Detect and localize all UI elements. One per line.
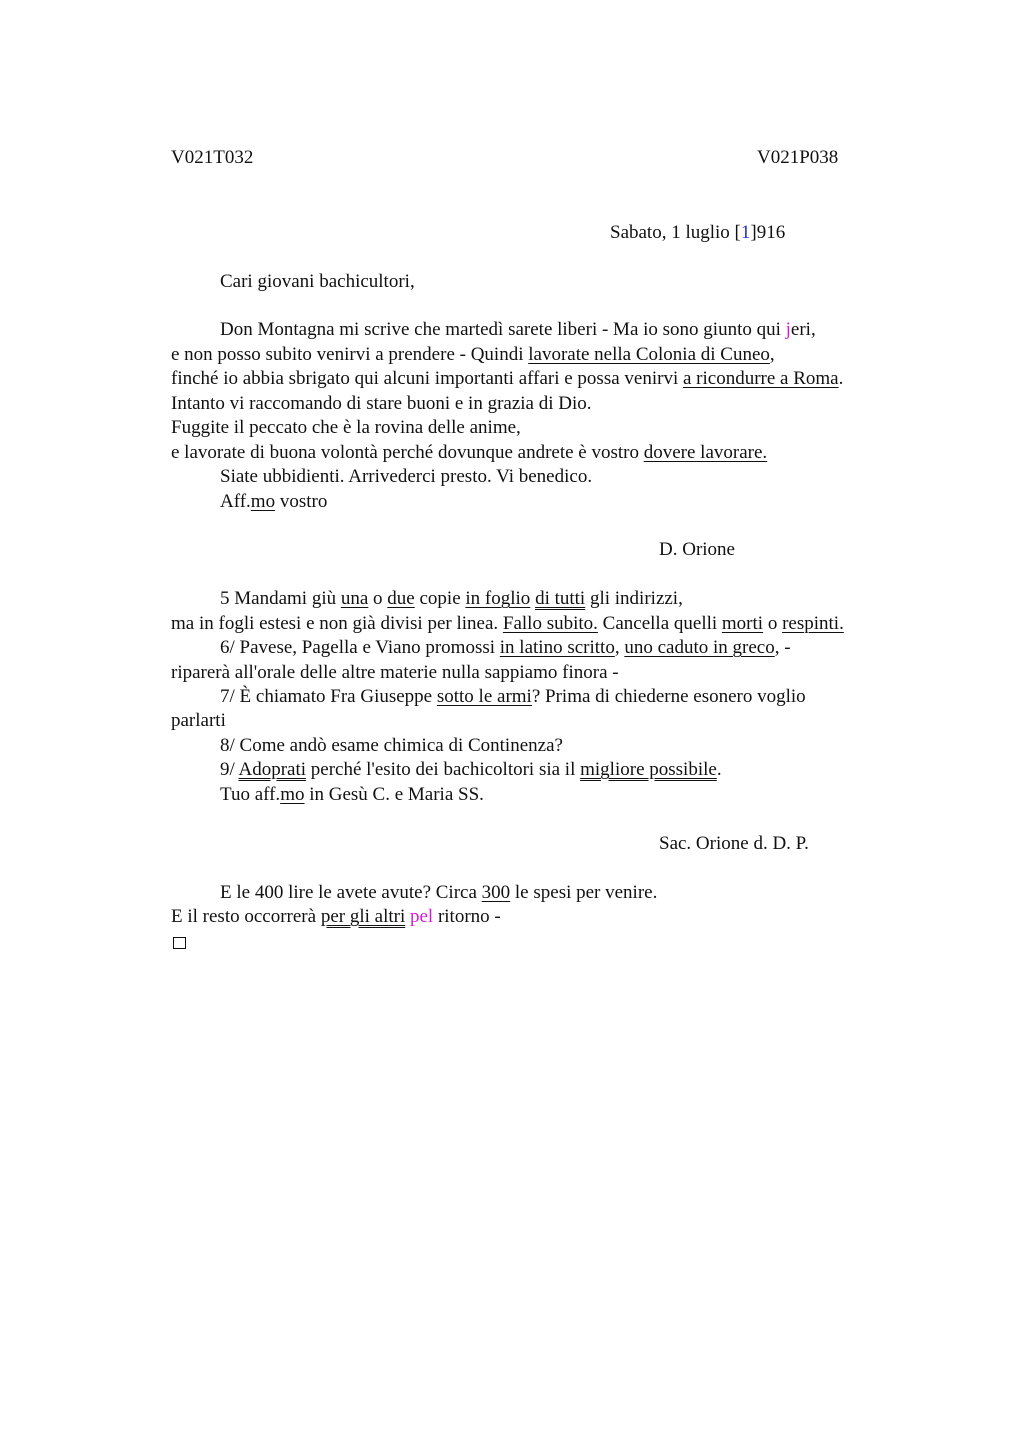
letter2-closing (220, 783, 484, 808)
letter1-line-8 (220, 490, 327, 515)
text-run: , (769, 344, 775, 365)
text-run: . (716, 759, 722, 780)
letter1-signature: D. Orione (659, 539, 735, 560)
text-run: gli indirizzi, (585, 588, 683, 609)
text-run: , - (774, 637, 791, 658)
text-run: copie (414, 588, 466, 609)
postscript-line-2 (171, 905, 501, 930)
document-code-right: V021P038 (757, 147, 839, 168)
letter2-item-7 (220, 685, 806, 710)
letter2-item-7-cont: parlarti (171, 710, 226, 731)
text-run: , (614, 637, 625, 658)
underlined-text: lavorate nella Colonia di Cuneo (528, 344, 770, 365)
text-run: Cancella quelli (597, 613, 722, 634)
box-icon (173, 937, 186, 949)
text-run: finché io abbia sbrigato qui alcuni importanti affari e possa venirvi (171, 368, 683, 389)
document-code-left: V021T032 (171, 147, 254, 168)
text-run: vostro (275, 491, 328, 512)
double-underlined-text: migliore possibile (580, 759, 717, 780)
letter1-line-1 (220, 318, 816, 343)
underlined-text: a ricondurre a Roma (682, 368, 839, 389)
letter2-item-9 (220, 758, 722, 783)
letter2-item-5 (220, 587, 683, 612)
underlined-text: respinti. (782, 613, 844, 634)
date-text-end: ]916 (750, 222, 786, 243)
underlined-text: 300 (481, 882, 511, 903)
text-run: o (763, 613, 783, 634)
salutation: Cari giovani bachicultori, (220, 271, 415, 292)
editorial-word: pel (409, 906, 434, 927)
letter1-line-6 (171, 441, 767, 466)
underlined-text: uno caduto in greco (624, 637, 775, 658)
letter2-item-5-cont (171, 612, 844, 637)
underlined-text: dovere lavorare. (643, 442, 768, 463)
text-run: perché l'esito dei bachicoltori sia il (306, 759, 581, 780)
underlined-text: mo (280, 784, 305, 805)
letter2-item-8: 8/ Come andò esame chimica di Continenza? (220, 735, 563, 756)
text-run: o (368, 588, 388, 609)
underlined-text: in foglio (465, 588, 531, 609)
text-run: E il resto occorrerà (171, 906, 321, 927)
underlined-text: mo (250, 491, 276, 512)
letter1-line-4: Intanto vi raccomando di stare buoni e in grazia di Dio. (171, 393, 592, 414)
end-mark (173, 932, 186, 957)
underlined-text: una (340, 588, 369, 609)
text-run: eri, (790, 319, 816, 340)
text-run: 9/ (220, 759, 239, 780)
letter2-item-6 (220, 636, 791, 661)
text-run: e non posso subito venirvi a prendere - Quindi (171, 344, 529, 365)
underlined-text: Fallo subito. (502, 613, 598, 634)
date-restored-digit: 1 (740, 222, 751, 243)
text-run: ma in fogli estesi e non già divisi per linea. (171, 613, 503, 634)
double-underlined-text: di tutti (535, 588, 586, 609)
date-text: Sabato, 1 luglio [ (610, 222, 741, 243)
underlined-text: morti (721, 613, 764, 634)
text-run: Aff. (220, 491, 251, 512)
text-run: le spesi per venire. (510, 882, 658, 903)
underlined-text: due (387, 588, 415, 609)
letter2-item-6-cont: riparerà all'orale delle altre materie nulla sappiamo finora - (171, 662, 619, 683)
letter1-line-3 (171, 367, 843, 392)
editorial-letter: j (785, 319, 791, 340)
double-underlined-text: Adoprati (238, 759, 307, 780)
letter1-line-2 (171, 343, 775, 368)
text-run: 7/ È chiamato Fra Giuseppe (220, 686, 437, 707)
letter1-line-7: Siate ubbidienti. Arrivederci presto. Vi benedico. (220, 466, 593, 487)
underlined-text: sotto le armi (436, 686, 532, 707)
letter2-signature: Sac. Orione d. D. P. (659, 833, 809, 854)
letter-date (610, 221, 785, 246)
text-run: 5 Mandami giù (220, 588, 341, 609)
letter1-line-5: Fuggite il peccato che è la rovina delle anime, (171, 417, 521, 438)
text-run: E le 400 lire le avete avute? Circa (220, 882, 482, 903)
text-run: ? Prima di chiederne esonero voglio (531, 686, 806, 707)
postscript-line-1 (220, 881, 657, 906)
text-run: 6/ Pavese, Pagella e Viano promossi (220, 637, 500, 658)
text-run: Don Montagna mi scrive che martedì sarete liberi - Ma io sono giunto qui (220, 319, 786, 340)
underlined-text: in latino scritto (499, 637, 615, 658)
double-underlined-text: per gli altri (320, 906, 406, 927)
text-run: e lavorate di buona volontà perché dovunque andrete è vostro (171, 442, 644, 463)
text-run: . (838, 368, 844, 389)
text-run: in Gesù C. e Maria SS. (304, 784, 484, 805)
text-run: Tuo aff. (220, 784, 281, 805)
text-run: ritorno - (433, 906, 501, 927)
